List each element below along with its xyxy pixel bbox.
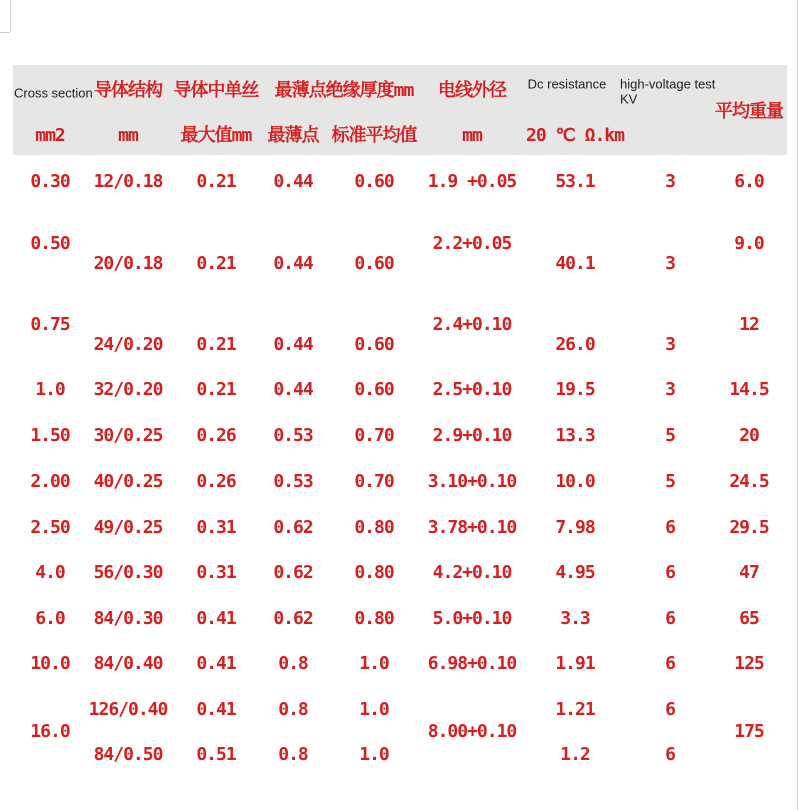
cell-diameter: 3.78+0.10 [427,517,517,538]
cell-structure-b: 84/0.50 [93,744,163,765]
cell-weight: 29.5 [729,517,769,538]
cell-diameter: 5.0+0.10 [432,608,512,629]
cell-weight: 9.0 [734,233,764,254]
cell-cross: 2.00 [30,471,70,492]
cell-weight: 20 [739,425,759,446]
cell-hv: 3 [665,253,675,274]
cell-cross: 0.50 [30,233,70,254]
cell-thinnest: 0.53 [273,471,313,492]
cell-hv-b: 6 [665,744,675,765]
cell-diameter: 1.9 +0.05 [427,171,517,192]
cell-weight: 14.5 [729,379,769,400]
cell-cross: 0.75 [30,314,70,335]
cell-weight: 125 [734,653,764,674]
cell-max-wire: 0.26 [196,471,236,492]
cell-hv: 5 [665,471,675,492]
cell-diameter: 2.5+0.10 [432,379,512,400]
cell-structure: 56/0.30 [93,562,163,583]
cell-hv: 3 [665,379,675,400]
cell-avg-thickness-a: 1.0 [359,699,389,720]
cell-weight: 24.5 [729,471,769,492]
cell-weight: 47 [739,562,759,583]
cell-resistance: 3.3 [560,608,590,629]
cell-resistance: 7.98 [555,517,595,538]
cell-max-wire: 0.41 [196,653,236,674]
cell-hv: 6 [665,653,675,674]
cell-avg-thickness: 0.60 [354,253,394,274]
cell-resistance: 10.0 [555,471,595,492]
cell-max-wire: 0.41 [196,608,236,629]
cell-thinnest: 0.53 [273,425,313,446]
header-outer-diameter: 电线外径 [438,80,506,101]
cell-cross: 16.0 [30,721,70,742]
cell-resistance: 1.91 [555,653,595,674]
cell-diameter: 3.10+0.10 [427,471,517,492]
cell-avg-thickness: 0.70 [354,425,394,446]
header-conductor-structure: 导体结构 [94,80,162,101]
cell-avg-thickness: 0.60 [354,334,394,355]
header-thinnest-point: 最薄点 [267,125,319,146]
cell-resistance-b: 1.2 [560,744,590,765]
cell-thinnest: 0.62 [273,562,313,583]
cell-weight: 175 [734,721,764,742]
cell-max-wire: 0.21 [196,334,236,355]
cell-resistance: 13.3 [555,425,595,446]
cell-resistance: 53.1 [555,171,595,192]
cell-hv: 5 [665,425,675,446]
cell-diameter: 2.2+0.05 [432,233,512,254]
header-cross-section: Cross section [14,85,93,101]
cell-structure-a: 126/0.40 [88,699,168,720]
cell-resistance-a: 1.21 [555,699,595,720]
header-dc-resistance-unit: 20 ℃ Ω.km [526,125,624,146]
cell-cross: 10.0 [30,653,70,674]
cell-diameter: 8.00+0.10 [427,721,517,742]
corner-guide-top-right [797,0,798,810]
header-conductor-unit: mm [118,125,138,146]
cell-diameter: 2.9+0.10 [432,425,512,446]
cell-avg-thickness: 0.80 [354,562,394,583]
cell-thinnest-b: 0.8 [278,744,308,765]
cell-cross: 2.50 [30,517,70,538]
cell-structure: 30/0.25 [93,425,163,446]
cell-resistance: 26.0 [555,334,595,355]
cell-resistance: 19.5 [555,379,595,400]
cell-weight: 65 [739,608,759,629]
cell-structure: 84/0.30 [93,608,163,629]
cell-thinnest: 0.62 [273,517,313,538]
header-outer-diameter-unit: mm [462,125,482,146]
header-hv-test: high-voltage test [620,76,716,92]
header-max-single-wire-unit: 最大值mm [180,125,252,146]
cell-hv: 3 [665,334,675,355]
cell-avg-thickness: 0.60 [354,379,394,400]
header-hv-test-unit: KV [620,91,638,107]
cell-max-wire-b: 0.51 [196,744,236,765]
header-insulation-thickness: 最薄点绝缘厚度mm [274,80,414,101]
cell-avg-thickness-b: 1.0 [359,744,389,765]
cell-cross: 6.0 [35,608,65,629]
cell-hv: 6 [665,608,675,629]
cell-max-wire-a: 0.41 [196,699,236,720]
cell-thinnest-a: 0.8 [278,699,308,720]
header-dc-resistance: Dc resistance [527,76,607,92]
cell-cross: 1.50 [30,425,70,446]
cell-thinnest: 0.44 [273,253,313,274]
cell-thinnest: 0.62 [273,608,313,629]
cell-structure: 12/0.18 [93,171,163,192]
cell-resistance: 40.1 [555,253,595,274]
cell-weight: 12 [739,314,759,335]
corner-guide-top-left-h [0,32,10,33]
cell-max-wire: 0.21 [196,253,236,274]
cell-thinnest: 0.44 [273,171,313,192]
cell-max-wire: 0.21 [196,171,236,192]
cell-weight: 6.0 [734,171,764,192]
cell-max-wire: 0.31 [196,562,236,583]
cell-thinnest: 0.44 [273,379,313,400]
cell-cross: 0.30 [30,171,70,192]
cell-thinnest: 0.8 [278,653,308,674]
header-max-single-wire: 导体中单丝 [173,80,259,101]
cell-structure: 40/0.25 [93,471,163,492]
cell-max-wire: 0.31 [196,517,236,538]
cell-hv: 6 [665,517,675,538]
cell-cross: 1.0 [35,379,65,400]
header-avg-weight: 平均重量 [715,101,783,122]
header-cross-section-unit: mm2 [35,125,65,146]
cell-thinnest: 0.44 [273,334,313,355]
cell-diameter: 4.2+0.10 [432,562,512,583]
cell-hv: 3 [665,171,675,192]
cell-avg-thickness: 0.80 [354,608,394,629]
cell-hv-a: 6 [665,699,675,720]
cell-diameter: 6.98+0.10 [427,653,517,674]
cell-max-wire: 0.21 [196,379,236,400]
cell-avg-thickness: 0.60 [354,171,394,192]
cell-structure: 49/0.25 [93,517,163,538]
cell-structure: 84/0.40 [93,653,163,674]
cell-avg-thickness: 0.70 [354,471,394,492]
cell-hv: 6 [665,562,675,583]
cell-structure: 20/0.18 [93,253,163,274]
cell-cross: 4.0 [35,562,65,583]
cell-structure: 24/0.20 [93,334,163,355]
header-standard-average: 标准平均值 [331,125,417,146]
cell-avg-thickness: 1.0 [359,653,389,674]
cell-diameter: 2.4+0.10 [432,314,512,335]
corner-guide-top-left [10,0,11,32]
cell-resistance: 4.95 [555,562,595,583]
cell-avg-thickness: 0.80 [354,517,394,538]
cell-structure: 32/0.20 [93,379,163,400]
cell-max-wire: 0.26 [196,425,236,446]
